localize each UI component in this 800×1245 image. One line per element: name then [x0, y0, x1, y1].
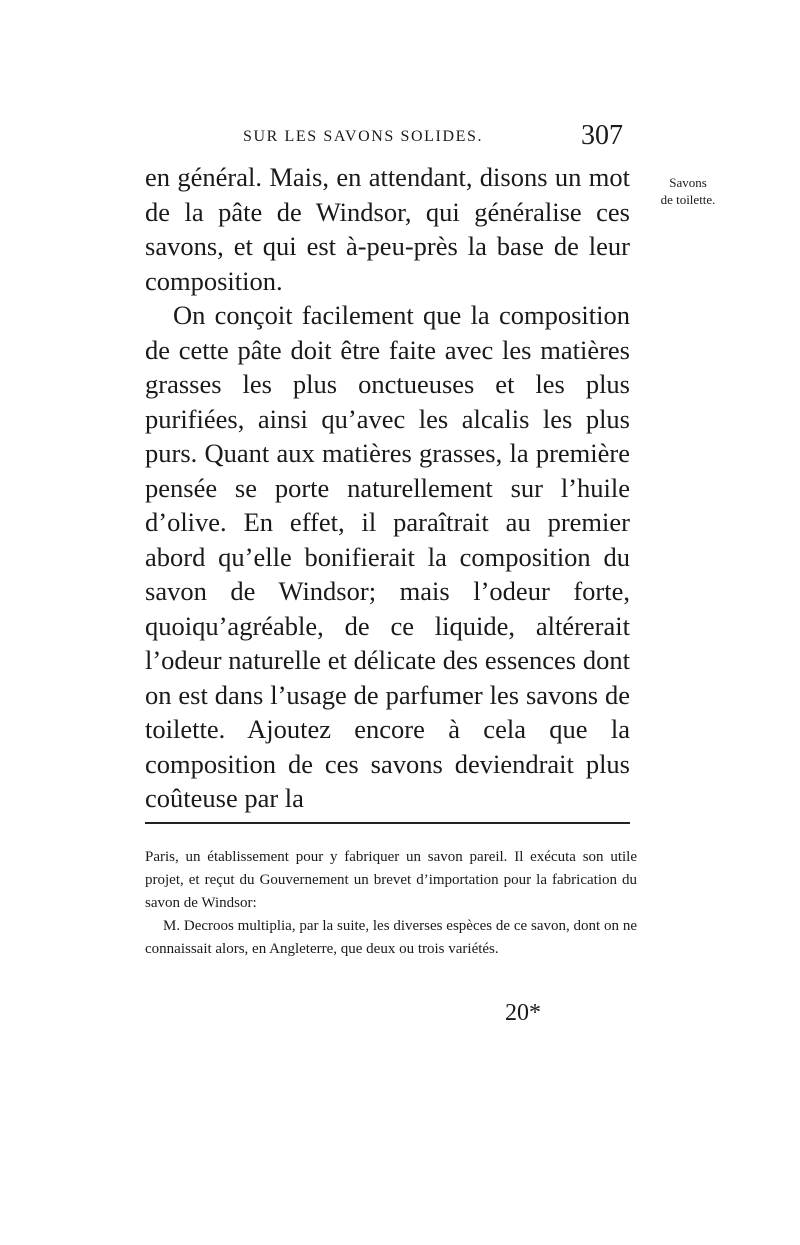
margin-note-line-2: de toilette.: [660, 192, 716, 207]
signature-mark: 20*: [505, 1000, 541, 1026]
page-header: [225, 120, 635, 156]
footnote: [145, 846, 637, 961]
running-head: SUR LES SAVONS SOLIDES.: [243, 128, 484, 145]
margin-note: [648, 174, 728, 208]
footnote-rule: [145, 822, 630, 824]
paragraph-2: On conçoit facilement que la composition de cette pâte doit être faite avec les matières grasses les plus onctueuses et les plus purifiées, ainsi qu’avec les alcalis les plus purs. Quant aux matières grasses, la première pensée se porte naturellement sur l’huile d’olive. En effet, il paraîtrait au premier abord qu’elle bonifierait la composition du savon de Windsor; mais l’odeur forte, quoiqu’agréable, de ce liquide, altérerait l’odeur naturelle et délicate des essences dont on est dans l’usage de parfumer les savons de toilette. Ajoutez encore à cela que la composition de ces savons deviendrait plus coûteuse par la: [145, 300, 630, 813]
page-number: 307: [581, 120, 623, 151]
main-text: [145, 160, 630, 816]
footnote-paragraph-2: M. Decroos multiplia, par la suite, les diverses espèces de ce savon, dont on ne connaissait alors, en Angleterre, que deux ou trois variétés.: [145, 918, 637, 957]
paragraph-1: en général. Mais, en attendant, disons un mot de la pâte de Windsor, qui généralise ces savons, et qui est à-peu-près la base de leur composition.: [145, 162, 630, 296]
footnote-paragraph-1: Paris, un établissement pour y fabriquer un savon pareil. Il exécuta son utile projet, et reçut du Gouvernement un brevet d’importation pour la fabrication du savon de Windsor:: [145, 849, 637, 911]
margin-note-line-1: Savons: [669, 175, 707, 190]
